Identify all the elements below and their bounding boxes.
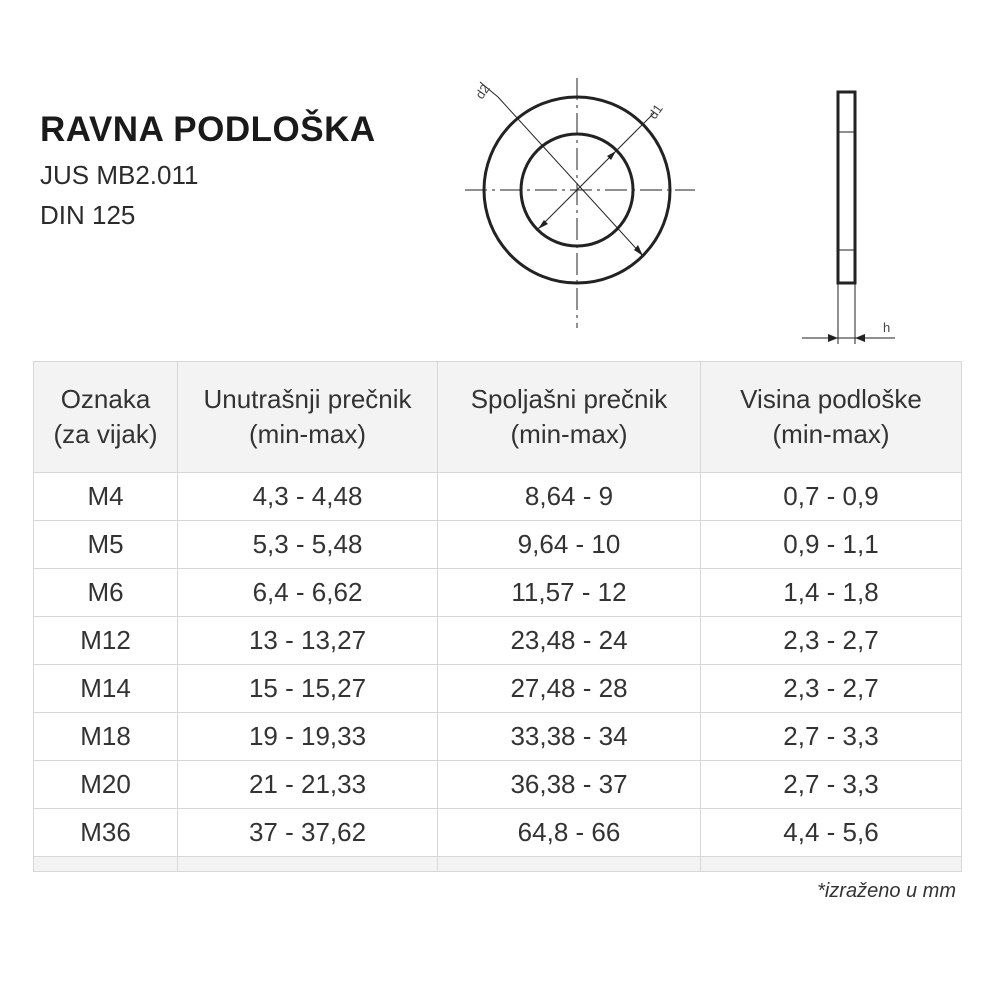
cell-spoljasni: 27,48 - 28 (438, 665, 701, 713)
table-header-row (34, 362, 962, 473)
page-title: RAVNA PODLOŠKA (40, 110, 376, 149)
table-row (34, 809, 962, 857)
cell-visina: 4,4 - 5,6 (701, 809, 962, 857)
washer-side-view (802, 92, 895, 344)
cell-visina: 2,3 - 2,7 (701, 617, 962, 665)
spacer-cell (438, 857, 701, 872)
cell-oznaka: M12 (34, 617, 178, 665)
table-row (34, 521, 962, 569)
cell-unutrasnji: 5,3 - 5,48 (178, 521, 438, 569)
cell-spoljasni: 64,8 - 66 (438, 809, 701, 857)
standard-din: DIN 125 (40, 200, 136, 230)
cell-unutrasnji: 37 - 37,62 (178, 809, 438, 857)
cell-oznaka: M6 (34, 569, 178, 617)
cell-spoljasni: 36,38 - 37 (438, 761, 701, 809)
d2-label: d2 (472, 81, 493, 102)
cell-unutrasnji: 13 - 13,27 (178, 617, 438, 665)
header-unutrasnji: Unutrašnji prečnik (min-max) (178, 362, 438, 473)
standard-jus: JUS MB2.011 (40, 160, 199, 190)
cell-spoljasni: 8,64 - 9 (438, 473, 701, 521)
table-row (34, 665, 962, 713)
table-row (34, 713, 962, 761)
table-row (34, 617, 962, 665)
cell-visina: 2,3 - 2,7 (701, 665, 962, 713)
cell-visina: 1,4 - 1,8 (701, 569, 962, 617)
cell-visina: 0,9 - 1,1 (701, 521, 962, 569)
cell-oznaka: M36 (34, 809, 178, 857)
cell-unutrasnji: 19 - 19,33 (178, 713, 438, 761)
cell-oznaka: M20 (34, 761, 178, 809)
cell-oznaka: M5 (34, 521, 178, 569)
cell-oznaka: M18 (34, 713, 178, 761)
units-note: *izraženo u mm (817, 880, 956, 902)
cell-visina: 0,7 - 0,9 (701, 473, 962, 521)
cell-visina: 2,7 - 3,3 (701, 713, 962, 761)
spacer-cell (701, 857, 962, 872)
table-row (34, 569, 962, 617)
header-oznaka: Oznaka (za vijak) (34, 362, 178, 473)
cell-spoljasni: 9,64 - 10 (438, 521, 701, 569)
table-row (34, 761, 962, 809)
cell-spoljasni: 11,57 - 12 (438, 569, 701, 617)
cell-unutrasnji: 4,3 - 4,48 (178, 473, 438, 521)
cell-spoljasni: 33,38 - 34 (438, 713, 701, 761)
washer-spec-table (33, 361, 962, 872)
cell-oznaka: M4 (34, 473, 178, 521)
table-row (34, 473, 962, 521)
header-visina: Visina podloške (min-max) (701, 362, 962, 473)
cell-visina: 2,7 - 3,3 (701, 761, 962, 809)
cell-unutrasnji: 21 - 21,33 (178, 761, 438, 809)
header-spoljasni: Spoljašni prečnik (min-max) (438, 362, 701, 473)
washer-drawing (450, 70, 910, 360)
cell-spoljasni: 23,48 - 24 (438, 617, 701, 665)
table-spacer-row (34, 857, 962, 872)
spacer-cell (34, 857, 178, 872)
cell-unutrasnji: 15 - 15,27 (178, 665, 438, 713)
cell-oznaka: M14 (34, 665, 178, 713)
h-label: h (883, 320, 891, 335)
d1-label: d1 (645, 101, 666, 122)
spacer-cell (178, 857, 438, 872)
cell-unutrasnji: 6,4 - 6,62 (178, 569, 438, 617)
